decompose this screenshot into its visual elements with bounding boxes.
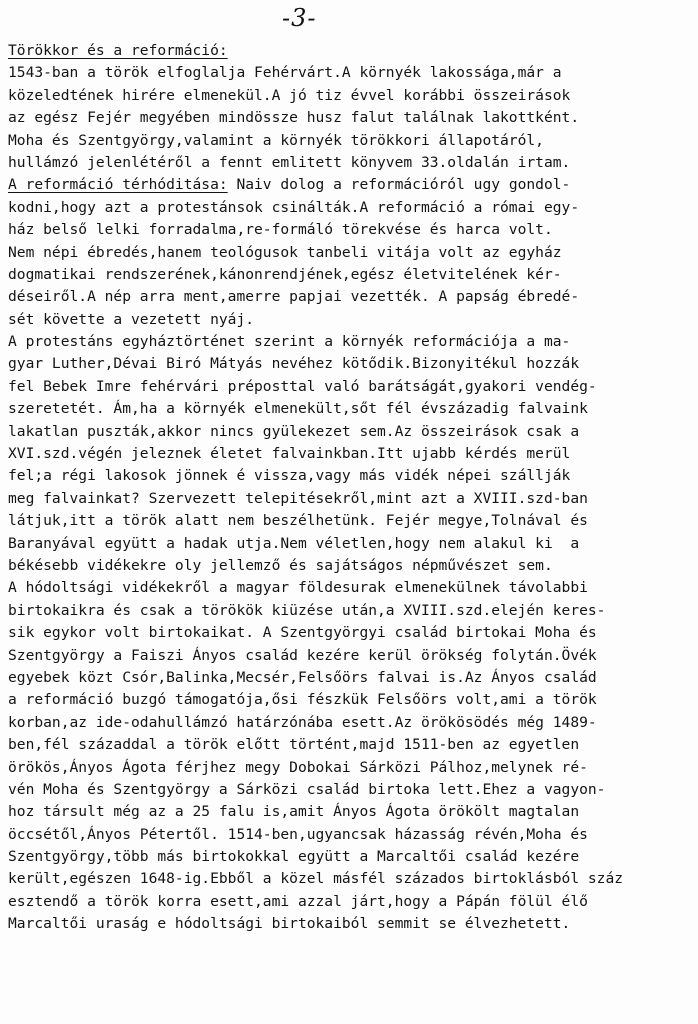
text-line: Baranyával együtt a hadak utja.Nem véletlen,hogy nem alakul ki a xyxy=(8,534,580,552)
text-line: A protestáns egyháztörténet szerint a környék reformációja a ma- xyxy=(8,333,571,351)
text-line: déseiről.A nép arra ment,amerre papjai vezették. A papság ébredé- xyxy=(8,288,580,306)
text-line: Moha és Szentgyörgy,valamint a környék törökkori állapotáról, xyxy=(8,131,544,149)
text-line: Nem népi ébredés,hanem teológusok tanbeli vitája volt az egyház xyxy=(8,243,562,261)
text-line: került,egészen 1648-ig.Ebből a közel másfél százados birtoklásból száz xyxy=(8,870,624,888)
text-line: Marcaltői uraság e hódoltsági birtokaiból semmit se élvezhetett. xyxy=(8,915,571,933)
text-line: vén Moha és Szentgyörgy a Sárközi család birtoka lett.Ehez a vagyon- xyxy=(8,780,606,798)
text-line: ben,fél századdal a török előtt történt,majd 1511-ben az egyetlen xyxy=(8,736,580,754)
text-line: meg falvainkat? Szervezett telepitésekről,mint azt a XVIII.szd-ban xyxy=(8,489,588,507)
text-line: dogmatikai rendszerének,kánonrendjének,egész életvitelének kér- xyxy=(8,265,562,283)
section-title: Törökkor és a reformáció: xyxy=(8,42,228,59)
text-line: hullámzó jelenlétéről a fennt emlitett könyvem 33.oldalán irtam. xyxy=(8,153,571,171)
text-line: örökös,Ányos Ágota férjhez megy Dobokai Sárközi Pálhoz,melynek ré- xyxy=(8,758,588,776)
text-line: egyebek közt Csór,Balinka,Mecsér,Felsőörs falvai is.Az Ányos család xyxy=(8,668,597,686)
subheading-text: Naiv dolog a reformációról ugy gondol- xyxy=(227,176,571,194)
text-line: békésebb vidékekre oly jellemző és sajátságos népművészet sem. xyxy=(8,556,553,574)
text-line: XVI.szd.végén jeleznek életet falvainkban.Itt ujabb kérdés merül xyxy=(8,445,571,463)
text-line: hoz társult még az a 25 falu is,amit Ányos Ágota örökölt magtalan xyxy=(8,803,580,821)
text-line: az egész Fejér megyében mindössze husz falut találnak lakottként. xyxy=(8,109,580,127)
text-line: 1543-ban a török elfoglalja Fehérvárt.A környék lakossága,már a xyxy=(8,64,562,82)
text-line: esztendő a török korra esett,ami azzal járt,hogy a Pápán fölül élő xyxy=(8,892,588,910)
text-line: szeretetét. Ám,ha a környék elmenekült,sőt fél évszázadig falvaink xyxy=(8,400,588,418)
text-line: a reformáció buzgó támogatója,ősi fészkük Felsőörs volt,ami a török xyxy=(8,691,597,709)
text-line: ház belső lelki forradalma,re-formáló törekvése és harca volt. xyxy=(8,221,553,239)
text-line: öccsétől,Ányos Pétertől. 1514-ben,ugyancsak házasság révén,Moha és xyxy=(8,825,588,843)
document-body xyxy=(8,40,692,936)
text-line: Szentgyörgy a Faiszi Ányos család kezére kerül örökség folytán.Övék xyxy=(8,646,597,664)
text-line: közeledtének hirére elmenekül.A jó tiz évvel korábbi összeirások xyxy=(8,86,571,104)
subheading: A reformáció térhóditása: xyxy=(8,176,228,194)
text-line: korban,az ide-odahullámzó határzónába esett.Az örökösödés még 1489- xyxy=(8,713,597,731)
text-line: lakatlan puszták,akkor nincs gyülekezet sem.Az összeirások csak a xyxy=(8,422,580,440)
text-line: kodni,hogy azt a protestánsok csinálták.A reformáció a római egy- xyxy=(8,198,580,216)
text-line: fel;a régi lakosok jönnek é vissza,vagy más vidék népei szállják xyxy=(8,467,571,485)
text-line: birtokaikra és csak a törökök kiüzése után,a XVIII.szd.elején keres- xyxy=(8,601,606,619)
text-line: sét követte a vezetett nyáj. xyxy=(8,310,255,328)
paragraph-1 xyxy=(8,62,692,174)
text-line: látjuk,itt a török alatt nem beszélhetünk. Fejér megye,Tolnával és xyxy=(8,512,588,530)
text-line: sik egykor volt birtokaikat. A Szentgyörgyi család birtokai Moha és xyxy=(8,624,597,642)
text-line: A hódoltsági vidékekről a magyar földesurak elmenekülnek távolabbi xyxy=(8,579,588,597)
text-line: gyar Luther,Dévai Biró Mátyás nevéhez kötődik.Bizonyitékul hozzák xyxy=(8,355,580,373)
paragraph-2 xyxy=(8,197,692,936)
subheading-line xyxy=(8,174,692,196)
page-number: -3- xyxy=(282,4,317,32)
text-line: fel Bebek Imre fehérvári préposttal való barátságát,gyakori vendég- xyxy=(8,377,597,395)
text-line: Szentgyörgy,több más birtokokkal együtt a Marcaltői család kezére xyxy=(8,848,580,866)
